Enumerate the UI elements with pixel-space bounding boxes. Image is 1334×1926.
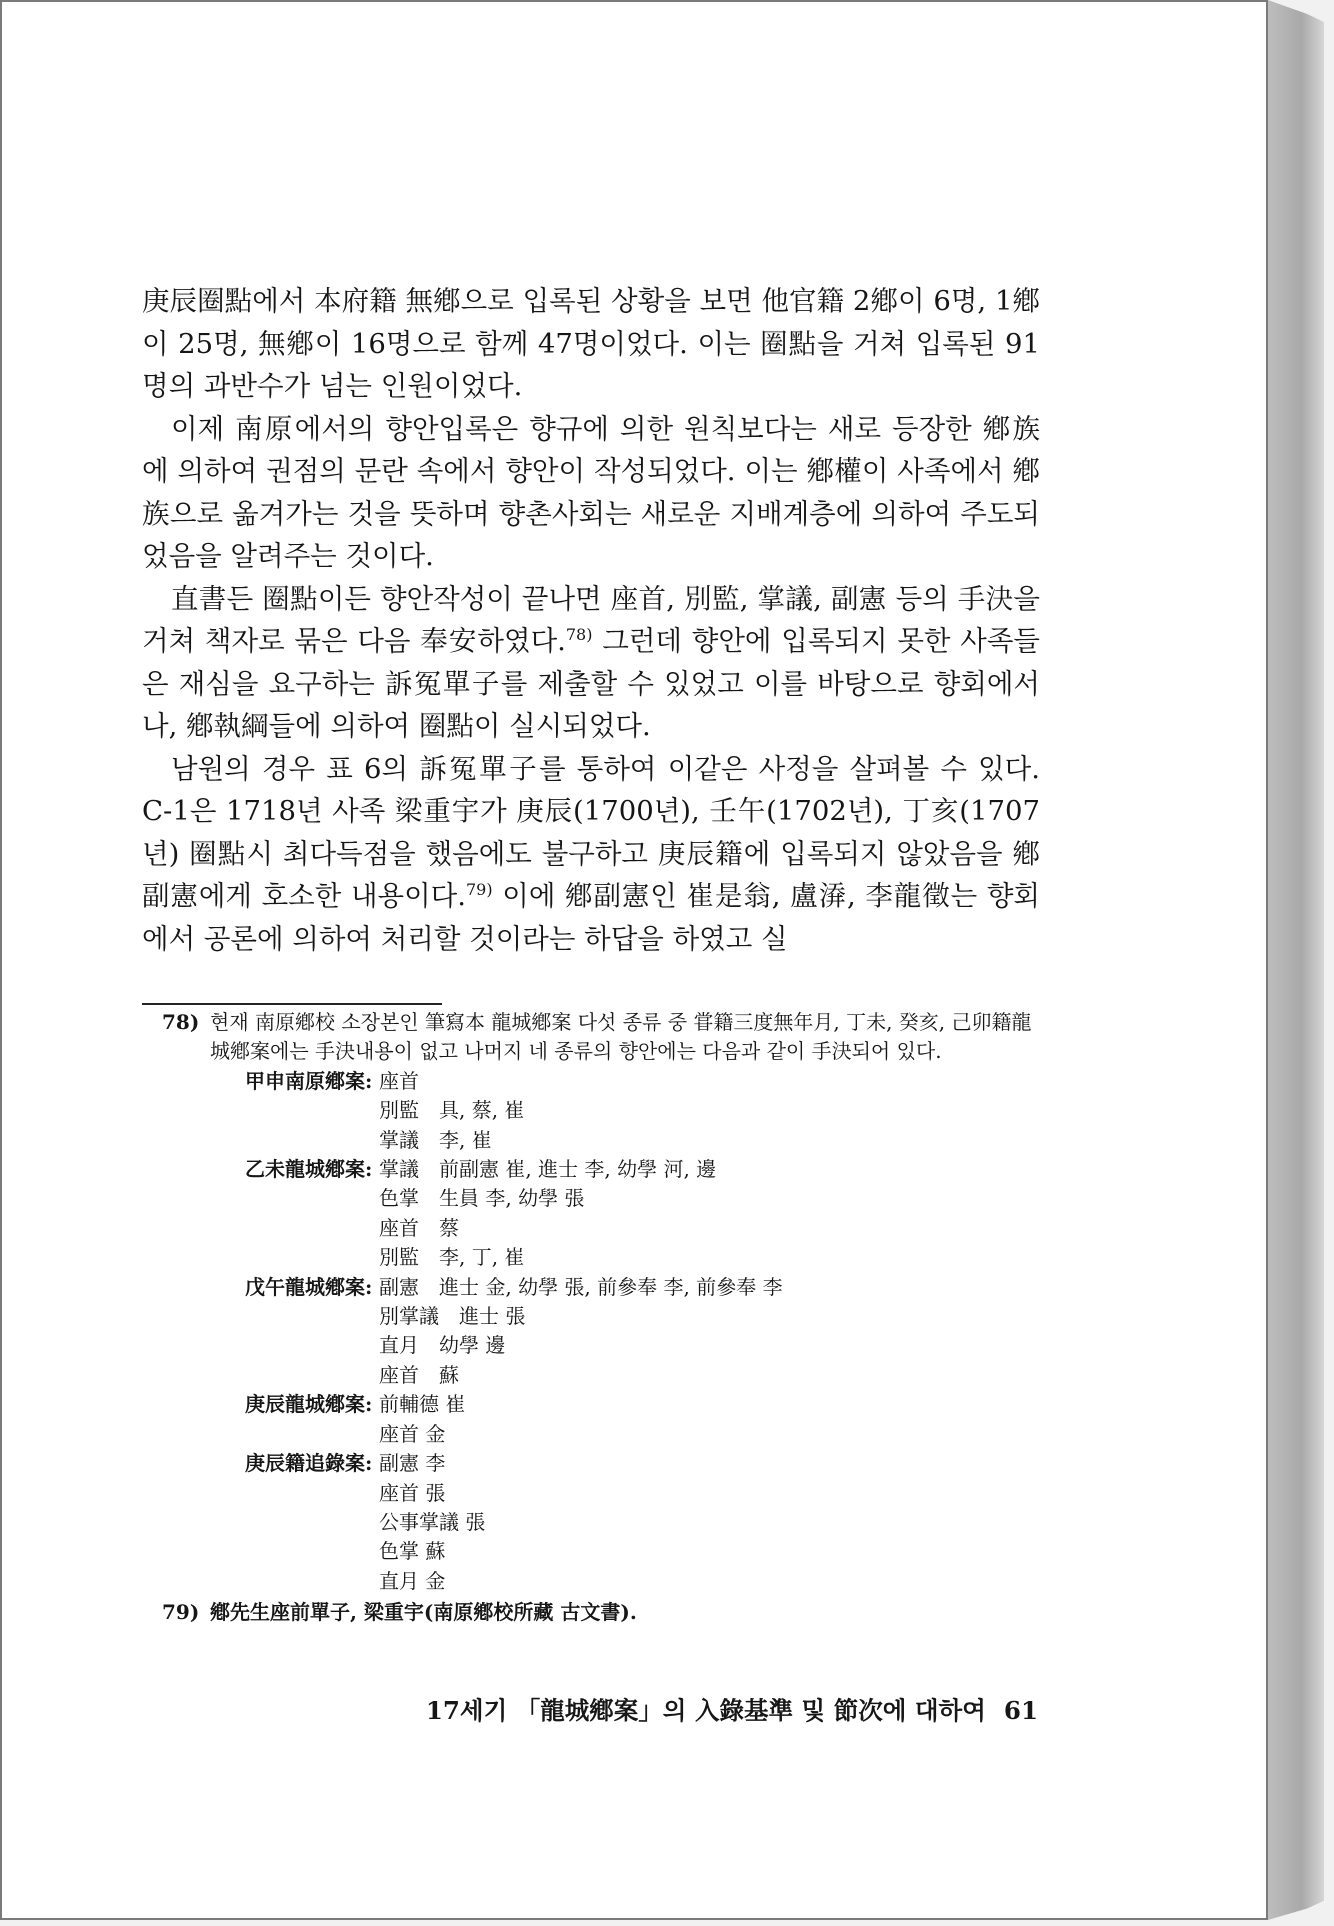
listing-entry: [210, 1449, 1040, 1596]
listing-line: 別監 李, 丁, 崔: [379, 1245, 525, 1270]
footnote-78: [162, 1008, 1040, 1067]
footnote-number: 79): [162, 1600, 200, 1625]
listing-line: 別監 具, 蔡, 崔: [379, 1098, 525, 1123]
listing-values: [379, 1067, 1040, 1155]
listing-line: 前輔德 崔: [379, 1392, 466, 1417]
listing-line: 直月 金: [379, 1568, 446, 1593]
listing-line: 座首 張: [379, 1480, 446, 1505]
footnote-ref-78[interactable]: 78): [565, 624, 593, 644]
page-stack-edge: [1268, 0, 1324, 1920]
running-footer: [426, 1692, 1038, 1727]
listing-colon: :: [365, 1068, 373, 1093]
footnote-divider: [142, 1003, 442, 1005]
page-number: 61: [1003, 1696, 1038, 1725]
listing-line: 掌議 李, 崔: [379, 1127, 492, 1152]
body-text: [142, 280, 1040, 960]
listing-label: 庚辰籍追錄案: [245, 1451, 365, 1476]
running-title: 17세기 「龍城鄕案」의 入錄基準 및 節次에 대하여: [425, 1696, 986, 1725]
paragraph-2: 이제 南原에서의 향안입록은 향규에 의한 원칙보다는 새로 등장한 鄕族에 의하여 권점의 문란 속에서 향안이 작성되었다. 이는 鄕權이 사족에서 鄕族으로 옮겨가는 것을 뜻하며 향촌사회는 새로운 지배계층에 의하여 주도되었음을 알려주는 것이다.: [142, 412, 1040, 572]
listing-line: 座首 蔡: [379, 1215, 459, 1240]
listing-colon: :: [365, 1274, 373, 1299]
listing-values: [379, 1390, 1040, 1449]
listing-label: 戊午龍城鄕案: [245, 1274, 365, 1299]
listing-entry: [210, 1067, 1040, 1155]
footnote-79: [162, 1598, 1040, 1627]
listing-line: 別掌議 進士 張: [379, 1304, 526, 1329]
footnote-number: 78): [162, 1010, 200, 1034]
listing-values: [379, 1155, 1040, 1273]
listing-values: [379, 1273, 1040, 1391]
footnote-ref-79[interactable]: 79): [465, 879, 493, 899]
footnote-text: [210, 1008, 1040, 1067]
listing-entry: [210, 1273, 1040, 1391]
listing-line: 座首 蘇: [379, 1362, 459, 1387]
listing-colon: :: [365, 1392, 373, 1417]
paragraph-1: 庚辰圈點에서 本府籍 無鄕으로 입록된 상황을 보면 他官籍 2鄕이 6명, 1鄕이 25명, 無鄕이 16명으로 함께 47명이었다. 이는 圈點을 거쳐 입록된 91명의 과반수가 넘는 인원이었다.: [142, 285, 1040, 402]
footnote-text: 鄕先生座前單子, 梁重宇(南原鄕校所藏 古文書).: [210, 1600, 637, 1625]
footnote-intro: 현재 南原鄕校 소장본인 筆寫本 龍城鄕案 다섯 종류 중 甞籍三度無年月, 丁未, 癸亥, 己卯籍龍城鄕案에는 手決내용이 없고 나머지 네 종류의 향안에는 다음과 같이 手決되어 있다.: [210, 1010, 1032, 1064]
paragraph-3: 直書든 圈點이든 향안작성이 끝나면 座首, 別監, 掌議, 副憲 등의 手決을 거쳐 책자로 묶은 다음 奉安하였다.$^{78)}$ 그런데 향안에 입록되지 못한 사족들은 재심을 요구하는 訴冤單子를 제출할 수 있었고 이를 바탕으로 향회에서나, 鄕執綱들에 의하여 圈點이 실시되었다.: [142, 582, 1040, 742]
listing-line: 直月 幼學 邊: [379, 1333, 506, 1358]
paragraph-4: 남원의 경우 표 6의 訴冤單子를 통하여 이같은 사정을 살펴볼 수 있다. C-1은 1718년 사족 梁重宇가 庚辰(1700년), 壬午(1702년), 丁亥(1707년) 圈點시 최다득점을 했음에도 불구하고 庚辰籍에 입록되지 않았음을 鄕副憲에게 호소한 내용이다.$^{79)}$ 이에 鄕副憲인 崔是翁, 盧㴁, 李龍徵는 향회에서 공론에 의하여 처리할 것이라는 하답을 하였고 실: [142, 752, 1040, 955]
listing-line: 副憲 李: [379, 1451, 446, 1476]
footnotes: [162, 1008, 1040, 1628]
listing-line: 座首 金: [379, 1421, 446, 1446]
listing-entry: [210, 1390, 1040, 1449]
listing-colon: :: [365, 1157, 373, 1182]
listing-line: 座首: [379, 1068, 419, 1093]
listing-label: 乙未龍城鄕案: [245, 1157, 365, 1182]
signature-listing: [210, 1067, 1040, 1596]
listing-line: 掌議 前副憲 崔, 進士 李, 幼學 河, 邊: [379, 1157, 717, 1182]
listing-line: 色掌 蘇: [379, 1539, 446, 1564]
listing-line: 副憲 進士 金, 幼學 張, 前參奉 李, 前參奉 李: [379, 1274, 783, 1299]
listing-values: [379, 1449, 1040, 1596]
listing-entry: [210, 1155, 1040, 1273]
listing-colon: :: [365, 1451, 373, 1476]
listing-label: 甲申南原鄕案: [245, 1068, 365, 1093]
listing-line: 公事掌議 張: [379, 1509, 486, 1534]
listing-label: 庚辰龍城鄕案: [245, 1392, 365, 1417]
listing-line: 色掌 生員 李, 幼學 張: [379, 1186, 585, 1211]
